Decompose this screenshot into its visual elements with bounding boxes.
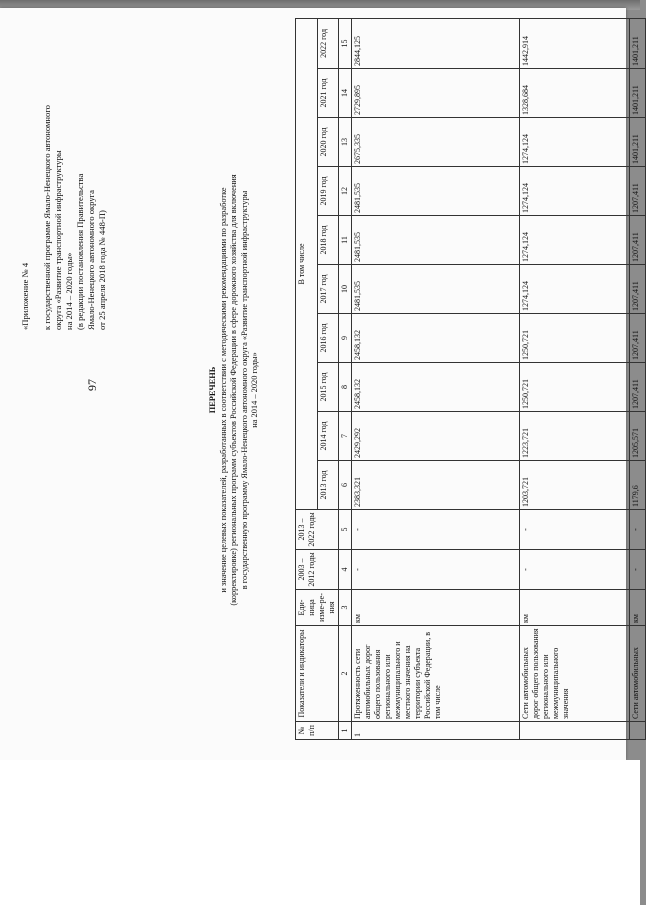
header-year: 2016 год (317, 314, 339, 363)
table-row (352, 18, 520, 739)
row-period-2003-2012: - (630, 550, 646, 590)
column-number-row (339, 18, 352, 739)
column-number: 13 (339, 118, 352, 167)
heading-line: и значение целевых показателей, разработанных в соответствии с методическими рекомендациями по разработке (218, 187, 228, 593)
header-indicator: Показатели и индикаторы (296, 626, 339, 722)
header-year: 2015 год (317, 363, 339, 412)
header-year: 2019 год (317, 167, 339, 216)
column-number: 7 (339, 412, 352, 461)
column-number: 5 (339, 510, 352, 550)
row-value: 2429,292 (352, 412, 520, 461)
row-value: 1442,914 (520, 18, 630, 68)
header-year: 2013 год (317, 461, 339, 510)
column-number: 15 (339, 18, 352, 68)
header-period-2013-2022: 2013 – 2022 годы (296, 510, 339, 550)
row-value: 2675,335 (352, 118, 520, 167)
indicators-table (295, 18, 646, 740)
column-number: 6 (339, 461, 352, 510)
row-value: 2729,895 (352, 69, 520, 118)
row-value: 1328,684 (520, 69, 630, 118)
appendix-line: Ямало-Ненецкого автономного округа (86, 190, 96, 330)
row-value: 1179,6 (630, 461, 646, 510)
row-value: 1203,721 (520, 461, 630, 510)
row-value: 2481,535 (352, 216, 520, 265)
header-period-2003-2012: 2003 – 2012 годы (296, 550, 339, 590)
row-num (630, 722, 646, 740)
row-unit: км (630, 590, 646, 626)
row-value: 2481,535 (352, 167, 520, 216)
row-num: 1 (352, 722, 520, 740)
column-number: 9 (339, 314, 352, 363)
row-value: 2481,535 (352, 265, 520, 314)
header-num: № п/п (296, 722, 339, 740)
row-period-2003-2012: - (352, 550, 520, 590)
header-year: 2021 год (317, 69, 339, 118)
column-number: 2 (339, 626, 352, 722)
row-value: 1207,411 (630, 314, 646, 363)
header-year: 2017 год (317, 265, 339, 314)
row-value: 2844,125 (352, 18, 520, 68)
column-number: 3 (339, 590, 352, 626)
table-row (630, 18, 646, 739)
row-period-2013-2022: - (520, 510, 630, 550)
appendix-line: (в редакции постановления Правительства (75, 173, 85, 330)
column-number: 8 (339, 363, 352, 412)
row-unit: км (352, 590, 520, 626)
row-value: 1401,211 (630, 18, 646, 68)
appendix-note (20, 105, 108, 330)
row-value: 1207,411 (630, 363, 646, 412)
rotated-sheet (0, 8, 640, 760)
row-value: 1207,411 (630, 167, 646, 216)
row-value: 2458,132 (352, 314, 520, 363)
row-value: 1274,124 (520, 216, 630, 265)
row-value: 2458,132 (352, 363, 520, 412)
column-number: 10 (339, 265, 352, 314)
row-value: 1274,124 (520, 118, 630, 167)
column-number: 14 (339, 69, 352, 118)
header-year: 2020 год (317, 118, 339, 167)
row-value: 1274,124 (520, 265, 630, 314)
row-value: 1250,721 (520, 363, 630, 412)
header-year: 2014 год (317, 412, 339, 461)
row-indicator: Сети автомобильных дорог общего пользования регионального или межмуниципального значения (520, 626, 630, 722)
column-number: 11 (339, 216, 352, 265)
document-page (0, 8, 640, 760)
row-value: 1205,571 (630, 412, 646, 461)
row-value: 1401,211 (630, 118, 646, 167)
row-value: 1250,721 (520, 314, 630, 363)
column-number: 4 (339, 550, 352, 590)
header-unit: Еди-ница изме-ре-ния (296, 590, 339, 626)
appendix-line: от 25 апреля 2018 года № 448-П) (97, 210, 107, 330)
row-value: 2383,321 (352, 461, 520, 510)
row-value: 1207,411 (630, 216, 646, 265)
row-value: 1223,721 (520, 412, 630, 461)
page-number: 97 (85, 379, 99, 391)
appendix-line: на 2014 – 2020 годы» (64, 252, 74, 330)
header-group: В том числе (296, 18, 318, 509)
row-indicator: Протяженность сети автомобильных дорог общего пользования регионального или межмуниципального и местного значения на территории субъекта Российской Федерации, в том числе (352, 626, 520, 722)
row-value: 1274,124 (520, 167, 630, 216)
heading-line: на 2014 – 2020 годы» (250, 352, 260, 428)
table-row (520, 18, 630, 739)
row-indicator: Сети автомобильных (630, 626, 646, 722)
row-value: 1207,411 (630, 265, 646, 314)
heading-line: в государственную программу Ямало-Ненецкого автономного округа «Развитие транспортной инфраструктуры (239, 190, 249, 590)
row-period-2003-2012: - (520, 550, 630, 590)
row-period-2013-2022: - (630, 510, 646, 550)
table-header-row (296, 18, 318, 739)
row-value: 1401,211 (630, 69, 646, 118)
header-year: 2018 год (317, 216, 339, 265)
row-period-2013-2022: - (352, 510, 520, 550)
appendix-line: округа «Развитие транспортной инфраструктуры (53, 150, 63, 330)
header-year: 2022 год (317, 18, 339, 68)
blank-area (0, 760, 640, 905)
row-unit: км (520, 590, 630, 626)
document-heading (208, 130, 261, 650)
appendix-line: «Приложение № 4 (20, 262, 30, 330)
heading-line: (корректировке) региональных программ субъектов Российской Федерации в сфере дорожного хозяйства для включения (229, 174, 239, 606)
column-number: 1 (339, 722, 352, 740)
heading-title: ПЕРЕЧЕНЬ (208, 366, 217, 414)
appendix-line: к государственной программе Ямало-Ненецкого автономного (42, 105, 52, 330)
column-number: 12 (339, 167, 352, 216)
row-num (520, 722, 630, 740)
